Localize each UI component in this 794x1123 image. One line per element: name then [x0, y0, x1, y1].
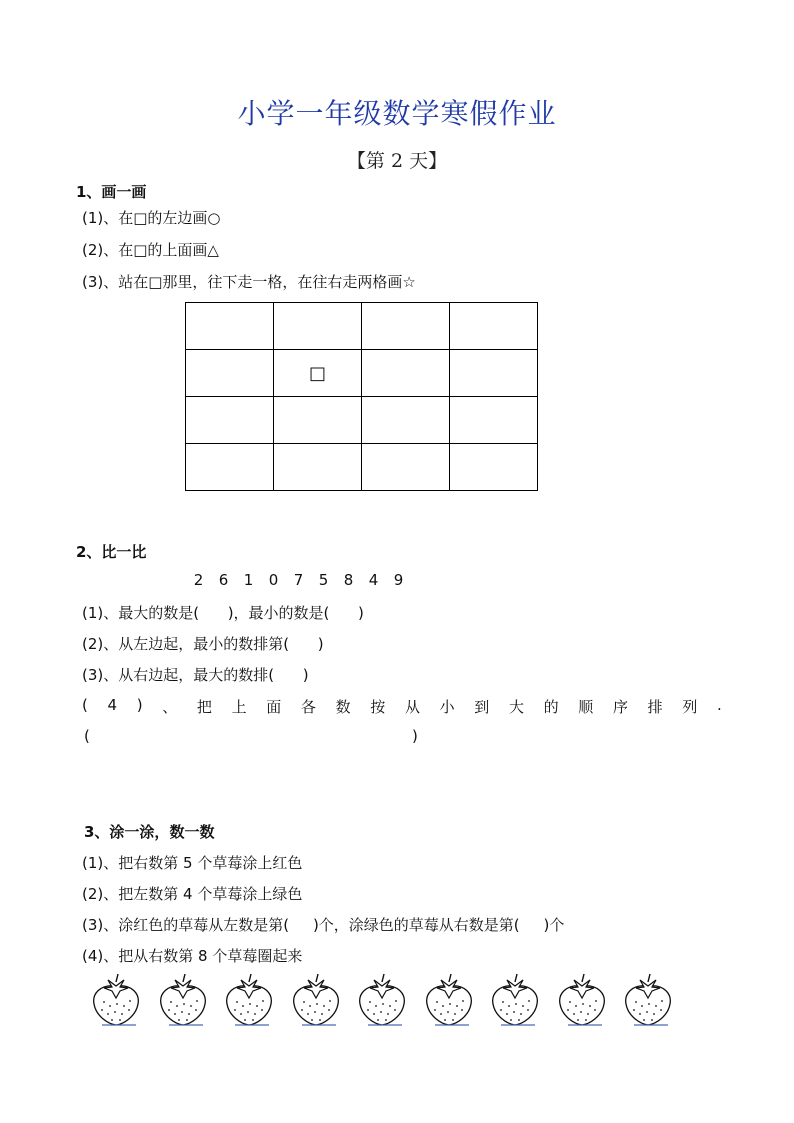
- grid-cell[interactable]: [362, 397, 450, 444]
- section2-item-3: (3)、从右边起，最大的数排( ): [82, 666, 309, 684]
- grid-cell[interactable]: [274, 444, 362, 491]
- drawing-grid: [185, 302, 538, 491]
- grid-cell[interactable]: [362, 350, 450, 397]
- strawberry-icon[interactable]: [489, 972, 541, 1028]
- number: 0: [268, 571, 279, 589]
- number: 1: [243, 571, 254, 589]
- grid-row: [186, 303, 538, 350]
- grid-cell[interactable]: [450, 303, 538, 350]
- grid-row: [186, 350, 538, 397]
- number: 6: [218, 571, 229, 589]
- grid-cell[interactable]: [186, 444, 274, 491]
- strawberry-icon[interactable]: [622, 972, 674, 1028]
- section2-item-1: (1)、最大的数是( )，最小的数是( ): [82, 604, 364, 622]
- grid-cell-square[interactable]: □: [274, 350, 362, 397]
- section2-item-4: ( 4 ) 、 把 上 面 各 数 按 从 小 到 大 的 顺 序 排 列 .: [82, 696, 722, 716]
- number: 9: [393, 571, 404, 589]
- grid-row: [186, 397, 538, 444]
- grid-cell[interactable]: [450, 444, 538, 491]
- grid-cell[interactable]: [450, 350, 538, 397]
- strawberry-row: [90, 972, 680, 1032]
- grid-cell[interactable]: [362, 303, 450, 350]
- grid-cell[interactable]: [274, 397, 362, 444]
- section3-item-3: (3)、涂红色的草莓从左数是第( )个，涂绿色的草莓从右数是第( )个: [82, 916, 565, 934]
- answer-blank-open[interactable]: (: [84, 727, 90, 745]
- strawberry-icon[interactable]: [556, 972, 608, 1028]
- section2-item-2: (2)、从左边起，最小的数排第( ): [82, 635, 324, 653]
- page-title: 小学一年级数学寒假作业: [237, 97, 557, 130]
- grid-cell[interactable]: [186, 303, 274, 350]
- grid-cell[interactable]: [450, 397, 538, 444]
- grid-cell[interactable]: [186, 397, 274, 444]
- number: 7: [293, 571, 304, 589]
- number: 5: [318, 571, 329, 589]
- section3-item-1: (1)、把右数第 5 个草莓涂上红色: [82, 854, 303, 872]
- section1-item-2: (2)、在□的上面画△: [82, 241, 219, 259]
- section3-item-4: (4)、把从右数第 8 个草莓圈起来: [82, 947, 303, 965]
- grid-cell[interactable]: [362, 444, 450, 491]
- section3-item-2: (2)、把左数第 4 个草莓涂上绿色: [82, 885, 303, 903]
- section1-heading: 1、画一画: [76, 183, 147, 201]
- strawberry-icon[interactable]: [423, 972, 475, 1028]
- strawberry-icon[interactable]: [90, 972, 142, 1028]
- grid-row: [186, 444, 538, 491]
- strawberry-icon[interactable]: [356, 972, 408, 1028]
- number: 8: [343, 571, 354, 589]
- grid-cell[interactable]: [274, 303, 362, 350]
- answer-blank-close[interactable]: ): [412, 727, 418, 745]
- grid-cell[interactable]: [186, 350, 274, 397]
- number: 2: [193, 571, 204, 589]
- section1-item-1: (1)、在□的左边画○: [82, 209, 221, 227]
- section3-heading: 3、涂一涂，数一数: [84, 823, 215, 841]
- strawberry-icon[interactable]: [290, 972, 342, 1028]
- number: 4: [368, 571, 379, 589]
- day-label: 【第 2 天】: [346, 150, 448, 172]
- strawberry-icon[interactable]: [157, 972, 209, 1028]
- section2-heading: 2、比一比: [76, 543, 147, 561]
- strawberry-icon[interactable]: [223, 972, 275, 1028]
- section1-item-3: (3)、站在□那里，往下走一格，在往右走两格画☆: [82, 273, 416, 291]
- number-sequence: [186, 571, 411, 589]
